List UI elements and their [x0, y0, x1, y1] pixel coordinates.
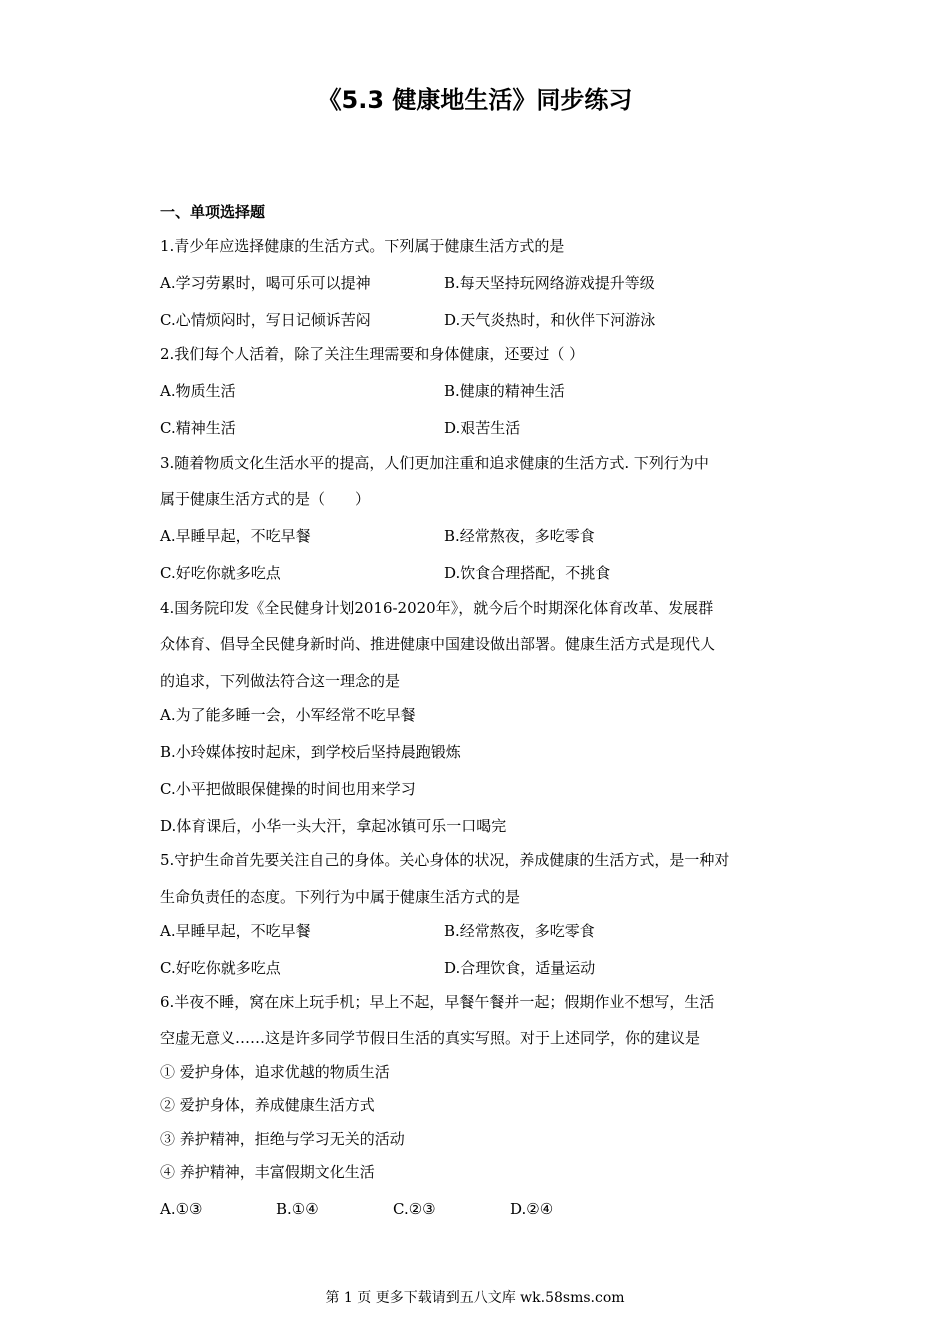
question-5-option-a: A.早睡早起，不吃早餐	[160, 922, 311, 940]
question-3-option-b: B.经常熬夜，多吃零食	[444, 527, 595, 545]
question-3-option-a: A.早睡早起，不吃早餐	[160, 527, 311, 545]
question-3-option-d: D.饮食合理搭配，不挑食	[444, 564, 611, 582]
question-5-option-d: D.合理饮食，适量运动	[444, 959, 596, 977]
question-6-statement-3: ③ 养护精神，拒绝与学习无关的活动	[160, 1130, 405, 1148]
question-3-stem-line-1: 3.随着物质文化生活水平的提高，人们更加注重和追求健康的生活方式. 下列行为中	[160, 454, 709, 472]
question-2-option-d: D.艰苦生活	[444, 419, 521, 437]
question-4-option-b: B.小玲媒体按时起床，到学校后坚持晨跑锻炼	[160, 743, 461, 761]
question-3-stem-line-2: 属于健康生活方式的是（ ）	[160, 490, 371, 508]
question-5-option-b: B.经常熬夜，多吃零食	[444, 922, 595, 940]
question-1-option-b: B.每天坚持玩网络游戏提升等级	[444, 274, 655, 292]
question-1-option-a: A.学习劳累时，喝可乐可以提神	[160, 274, 371, 292]
question-2-option-b: B.健康的精神生活	[444, 382, 565, 400]
question-1-stem: 1.青少年应选择健康的生活方式。下列属于健康生活方式的是	[160, 237, 565, 255]
question-2-stem: 2.我们每个人活着，除了关注生理需要和身体健康，还要过（ ）	[160, 345, 585, 363]
question-4-option-c: C.小平把做眼保健操的时间也用来学习	[160, 780, 416, 798]
question-5-stem-line-2: 生命负责任的态度。下列行为中属于健康生活方式的是	[160, 888, 521, 906]
question-5-stem-line-1: 5.守护生命首先要关注自己的身体。关心身体的状况，养成健康的生活方式，是一种对	[160, 851, 730, 869]
question-6-statement-4: ④ 养护精神，丰富假期文化生活	[160, 1163, 375, 1181]
question-4-option-a: A.为了能多睡一会，小军经常不吃早餐	[160, 706, 416, 724]
question-4-stem-line-1: 4.国务院印发《全民健身计划2016-2020年》，就今后个时期深化体育改革、发展群	[160, 599, 714, 617]
question-6-stem-line-1: 6.半夜不睡，窝在床上玩手机；早上不起，早餐午餐并一起；假期作业不想写，生活	[160, 993, 715, 1011]
question-5-option-c: C.好吃你就多吃点	[160, 959, 281, 977]
question-4-stem-line-2: 众体育、倡导全民健身新时尚、推进健康中国建设做出部署。健康生活方式是现代人	[160, 635, 716, 653]
page-footer: 第 1 页 更多下载请到五八文库 wk.58sms.com	[325, 1290, 625, 1306]
question-6-option-a: A.①③	[160, 1200, 203, 1218]
question-6-option-d: D.②④	[510, 1200, 554, 1218]
question-3-option-c: C.好吃你就多吃点	[160, 564, 281, 582]
question-2-option-a: A.物质生活	[160, 382, 236, 400]
section-heading: 一、单项选择题	[160, 203, 266, 221]
question-4-option-d: D.体育课后，小华一头大汗，拿起冰镇可乐一口喝完	[160, 817, 507, 835]
document-title: 《5.3 健康地生活》同步练习	[317, 86, 633, 114]
question-1-option-c: C.心情烦闷时，写日记倾诉苦闷	[160, 311, 371, 329]
question-6-statement-1: ① 爱护身体，追求优越的物质生活	[160, 1063, 390, 1081]
question-2-option-c: C.精神生活	[160, 419, 236, 437]
question-4-stem-line-3: 的追求，下列做法符合这一理念的是	[160, 672, 401, 690]
question-1-option-d: D.天气炎热时，和伙伴下河游泳	[444, 311, 656, 329]
question-6-option-c: C.②③	[393, 1200, 436, 1218]
question-6-statement-2: ② 爱护身体，养成健康生活方式	[160, 1096, 375, 1114]
question-6-stem-line-2: 空虚无意义……这是许多同学节假日生活的真实写照。对于上述同学，你的建议是	[160, 1029, 701, 1047]
question-6-option-b: B.①④	[276, 1200, 319, 1218]
